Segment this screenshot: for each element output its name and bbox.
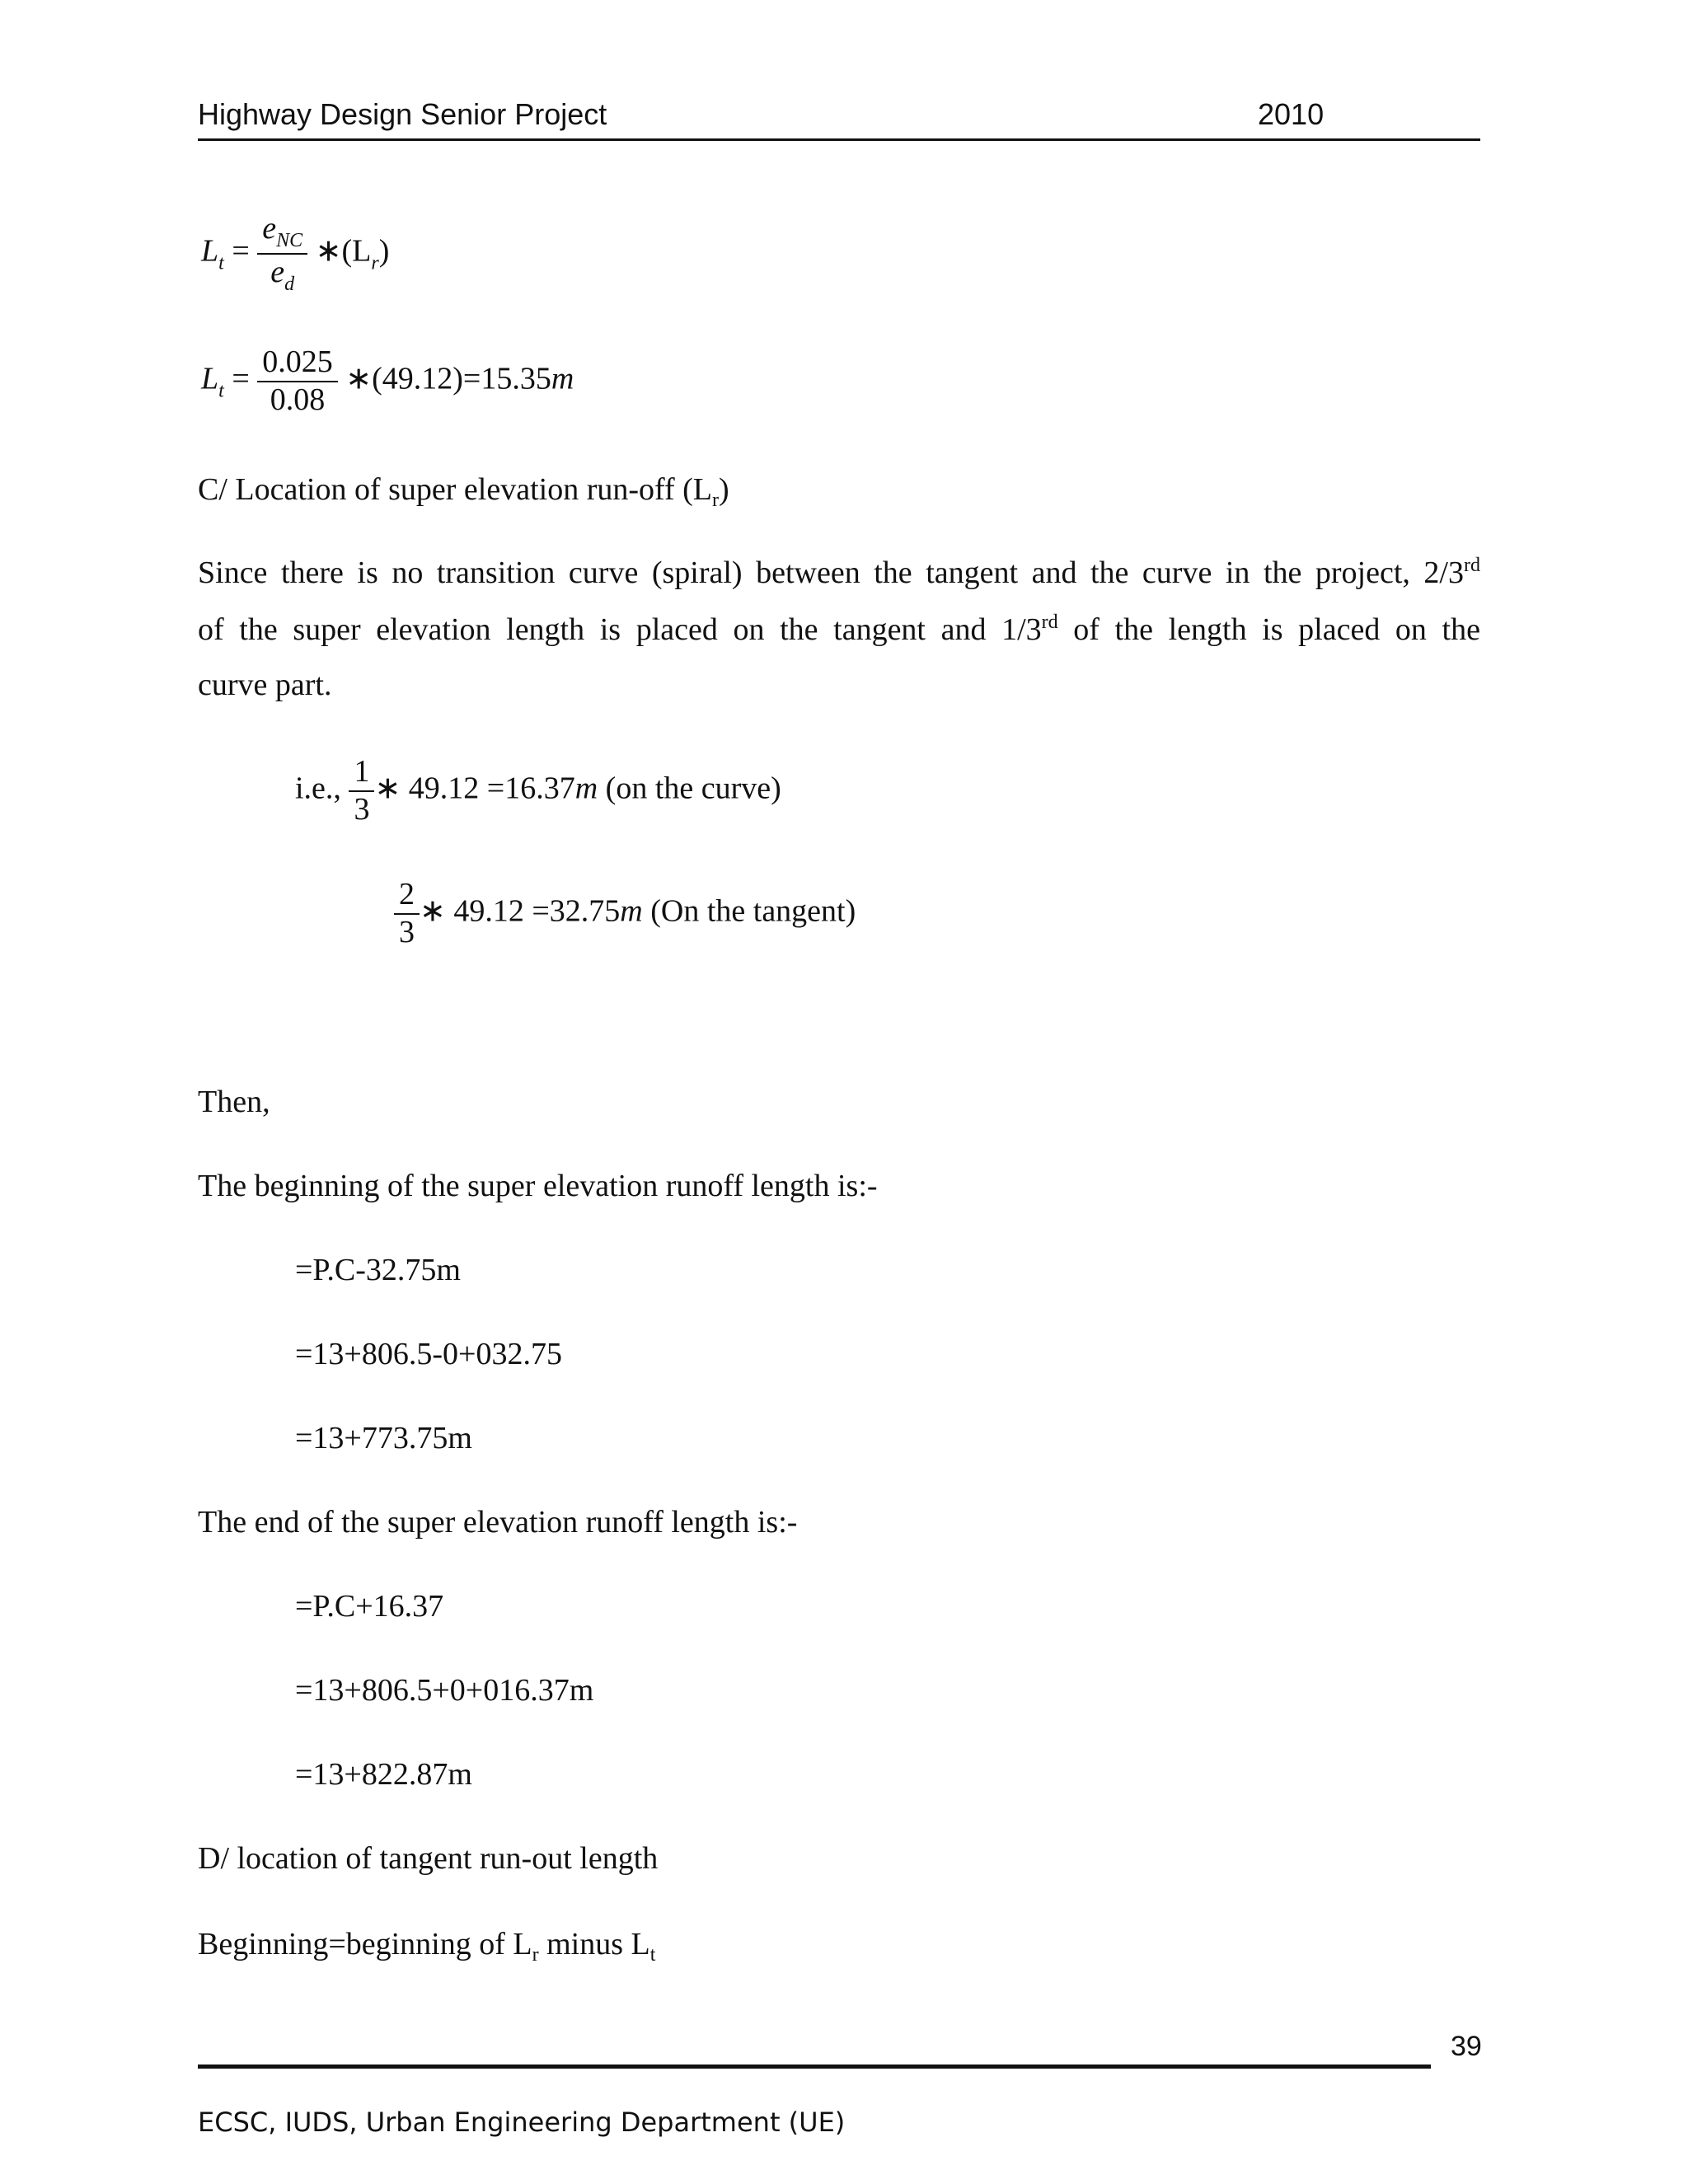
calc2-note: (On the tangent) bbox=[650, 893, 856, 929]
calc1-expr: ∗ 49.12 =16.37 bbox=[374, 771, 575, 806]
eq1-equals: = bbox=[232, 233, 250, 269]
beginning-sub-t: t bbox=[649, 1944, 656, 1966]
calc1-num: 1 bbox=[349, 754, 374, 792]
calc2-num: 2 bbox=[394, 877, 420, 915]
eq2-den: 0.08 bbox=[270, 382, 326, 417]
paragraph-line-2 bbox=[198, 612, 1480, 645]
eq2-num: 0.025 bbox=[257, 344, 338, 382]
calc2-expr: ∗ 49.12 =32.75 bbox=[420, 893, 621, 929]
calc1-note: (on the curve) bbox=[605, 771, 781, 806]
calc2-fraction bbox=[394, 877, 420, 950]
para-line2-post: of the length is placed on the bbox=[1057, 612, 1480, 647]
beginning-text: Beginning=beginning of L bbox=[198, 1927, 532, 1961]
eq2-rest: ∗(49.12)=15.35 bbox=[345, 361, 551, 396]
paragraph-line-3: curve part. bbox=[198, 668, 332, 702]
calc-on-curve bbox=[295, 754, 781, 827]
beginning-sub-r: r bbox=[532, 1944, 539, 1966]
header-title: Highway Design Senior Project bbox=[198, 97, 607, 131]
begin-line: =P.C-32.75m bbox=[295, 1253, 461, 1287]
then-text: Then, bbox=[198, 1085, 270, 1119]
eq2-equals: = bbox=[232, 361, 250, 396]
eq1-rest-close: ) bbox=[378, 233, 390, 269]
equation-lt-general bbox=[201, 211, 389, 296]
calc-on-tangent bbox=[394, 877, 856, 950]
section-c-heading-close: ) bbox=[719, 472, 729, 507]
begin-runoff-heading: The beginning of the super elevation runoff length is:- bbox=[198, 1169, 878, 1203]
header-year: 2010 bbox=[1258, 97, 1325, 131]
para-line1-text: Since there is no transition curve (spiral) between the tangent and the curve in the project, 2/3 bbox=[198, 555, 1464, 590]
eq1-num: e bbox=[262, 211, 277, 246]
section-c-heading-sub: r bbox=[712, 490, 719, 511]
para-line1-sup: rd bbox=[1464, 555, 1480, 576]
calc1-den: 3 bbox=[354, 791, 370, 827]
eq1-den: e bbox=[270, 254, 285, 289]
footer-rule bbox=[198, 2064, 1431, 2069]
end-line: =13+806.5+0+016.37m bbox=[295, 1673, 594, 1708]
calc2-unit: m bbox=[620, 893, 643, 929]
begin-line: =13+806.5-0+032.75 bbox=[295, 1337, 562, 1371]
beginning-definition bbox=[198, 1929, 655, 1965]
eq1-rest-sub: r bbox=[371, 252, 379, 274]
page-number: 39 bbox=[1451, 2031, 1482, 2062]
eq1-num-sub: NC bbox=[276, 230, 303, 251]
eq1-lhs: L bbox=[201, 233, 219, 269]
footer-text: ECSC, IUDS, Urban Engineering Department (UE) bbox=[198, 2107, 846, 2138]
para-line2-sup: rd bbox=[1041, 612, 1058, 633]
calc2-den: 3 bbox=[399, 914, 415, 949]
end-runoff-heading: The end of the super elevation runoff length is:- bbox=[198, 1505, 798, 1540]
eq1-lhs-sub: t bbox=[218, 252, 224, 274]
calc1-unit: m bbox=[574, 771, 598, 806]
eq1-rest: ∗(L bbox=[315, 233, 372, 269]
end-line: =P.C+16.37 bbox=[295, 1589, 444, 1624]
eq2-fraction bbox=[257, 344, 338, 418]
eq2-lhs-sub: t bbox=[218, 380, 224, 402]
eq2-lhs: L bbox=[201, 361, 219, 396]
calc1-fraction bbox=[349, 754, 374, 827]
eq1-fraction bbox=[257, 211, 307, 296]
section-c-heading bbox=[198, 474, 729, 510]
eq1-den-sub: d bbox=[284, 273, 295, 295]
eq2-unit: m bbox=[551, 361, 574, 396]
beginning-mid: minus L bbox=[538, 1927, 650, 1961]
page-header bbox=[198, 97, 1480, 141]
section-c-heading-text: C/ Location of super elevation run-off (L bbox=[198, 472, 712, 507]
end-line: =13+822.87m bbox=[295, 1757, 472, 1792]
para-line2-text: of the super elevation length is placed on the tangent and 1/3 bbox=[198, 612, 1042, 647]
equation-lt-numeric bbox=[201, 344, 574, 418]
section-d-heading: D/ location of tangent run-out length bbox=[198, 1841, 659, 1876]
calc1-prefix: i.e., bbox=[295, 771, 341, 806]
paragraph-line-1 bbox=[198, 555, 1480, 588]
begin-line: =13+773.75m bbox=[295, 1421, 472, 1455]
